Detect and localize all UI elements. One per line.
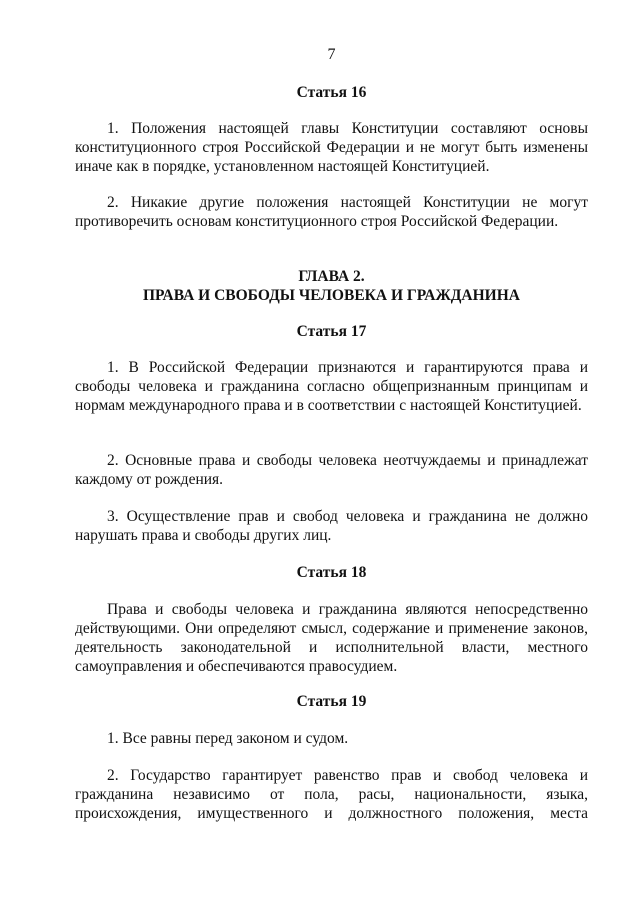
document-page [75,0,588,905]
article-16-title: Статья 16 [296,84,367,101]
chapter-2-title: ПРАВА И СВОБОДЫ ЧЕЛОВЕКА И ГРАЖДАНИНА [143,287,520,304]
article-17-title: Статья 17 [296,323,367,340]
article-19-paragraph-2: 2. Государство гарантирует равенство прав и свобод человека и гражданина независимо от пола, расы, национальности, языка, происхождения, имущественного и должностного положения, места [75,767,588,822]
article-16-paragraph-2: 2. Никакие другие положения настоящей Конституции не могут противоречить основам конституционного строя Российской Федерации. [75,194,588,230]
article-18-title: Статья 18 [296,564,367,581]
article-17-paragraph-2: 2. Основные права и свободы человека неотчуждаемы и принадлежат каждому от рождения. [75,452,588,488]
article-19-paragraph-1: 1. Все равны перед законом и судом. [107,730,349,747]
article-17-paragraph-3: 3. Осуществление прав и свобод человека и гражданина не должно нарушать права и свободы других лиц. [75,508,588,544]
article-16-paragraph-1: 1. Положения настоящей главы Конституции составляют основы конституционного строя Российской Федерации и не могут быть изменены иначе как в порядке, установленном настоящей Конституцией. [75,120,588,175]
article-19-title: Статья 19 [296,693,367,710]
article-18-paragraph-1: Права и свободы человека и гражданина являются непосредственно действующими. Они определяют смысл, содержание и применение законов, деятельность законодательной и исполнительной власти, местного самоуправления и обеспечиваются правосудием. [75,601,588,675]
chapter-2-number: ГЛАВА 2. [298,268,365,285]
page-number: 7 [327,46,336,63]
article-17-paragraph-1: 1. В Российской Федерации признаются и гарантируются права и свободы человека и гражданина согласно общепризнанным принципам и нормам международного права и в соответствии с настоящей Конституцией. [75,359,588,414]
